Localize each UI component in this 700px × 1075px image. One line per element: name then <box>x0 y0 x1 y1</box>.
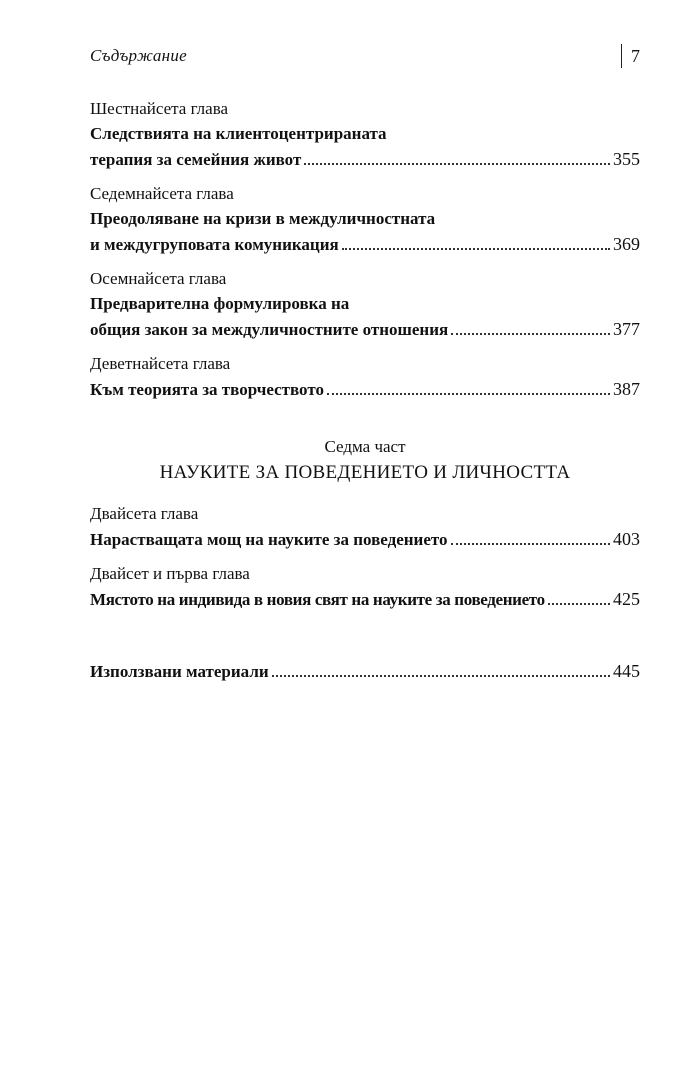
toc-entry <box>90 353 640 402</box>
chapter-title-last-line: терапия за семейния живот <box>90 150 302 169</box>
toc-entry <box>90 660 640 684</box>
dot-leader <box>451 543 610 545</box>
toc-row <box>90 660 640 684</box>
running-header <box>90 44 640 70</box>
chapter-page: 377 <box>613 319 640 339</box>
chapter-label: Седемнайсета глава <box>90 184 234 203</box>
final-entry-title: Използвани материали <box>90 662 269 681</box>
chapter-title-line: Предварителна формулировка на <box>90 294 350 313</box>
chapter-title-last-line: общия закон за междуличностните отношения <box>90 320 449 339</box>
dot-leader <box>451 333 610 335</box>
toc-row <box>90 588 640 612</box>
toc-entry <box>90 503 640 552</box>
chapter-page: 387 <box>613 379 640 399</box>
chapter-page: 425 <box>613 589 640 609</box>
toc-row <box>90 318 640 342</box>
chapter-title-line: Следствията на клиентоцентрираната <box>90 124 387 143</box>
chapter-label: Шестнайсета глава <box>90 99 229 118</box>
toc-row <box>90 528 640 552</box>
header-title: Съдържание <box>90 46 188 65</box>
page-number: 7 <box>631 46 640 66</box>
chapter-label: Деветнайсета глава <box>90 354 231 373</box>
dot-leader <box>327 393 610 395</box>
chapter-label: Осемнайсета глава <box>90 269 227 288</box>
part-label: Седма част <box>324 437 406 456</box>
chapter-title-line: Преодоляване на кризи в междуличностната <box>90 209 436 228</box>
header-divider <box>621 44 622 68</box>
toc-entry <box>90 563 640 612</box>
chapter-label: Двайсет и първа глава <box>90 564 250 583</box>
toc-row <box>90 148 640 172</box>
dot-leader <box>548 603 610 605</box>
chapter-title-last-line: Към теорията за творчеството <box>90 380 324 399</box>
part-title: НАУКИТЕ ЗА ПОВЕДЕНИЕТО И ЛИЧНОСТТА <box>159 462 571 483</box>
chapter-page: 355 <box>613 149 640 169</box>
chapter-label: Двайсета глава <box>90 504 199 523</box>
dot-leader <box>342 248 610 250</box>
toc-row <box>90 233 640 257</box>
final-entry-page: 445 <box>613 661 640 681</box>
dot-leader <box>272 675 610 677</box>
chapter-page: 403 <box>613 529 640 549</box>
dot-leader <box>304 163 610 165</box>
chapter-page: 369 <box>613 234 640 254</box>
part-heading <box>90 436 640 485</box>
toc-entry <box>90 183 640 257</box>
toc-entry <box>90 268 640 342</box>
toc-entry <box>90 98 640 172</box>
chapter-title-last-line: Мястото на индивида в новия свят на науките за поведението <box>90 590 545 609</box>
chapter-title-last-line: и междугруповата комуникация <box>90 235 339 254</box>
chapter-title-last-line: Нарастващата мощ на науките за поведението <box>90 530 448 549</box>
toc-row <box>90 378 640 402</box>
